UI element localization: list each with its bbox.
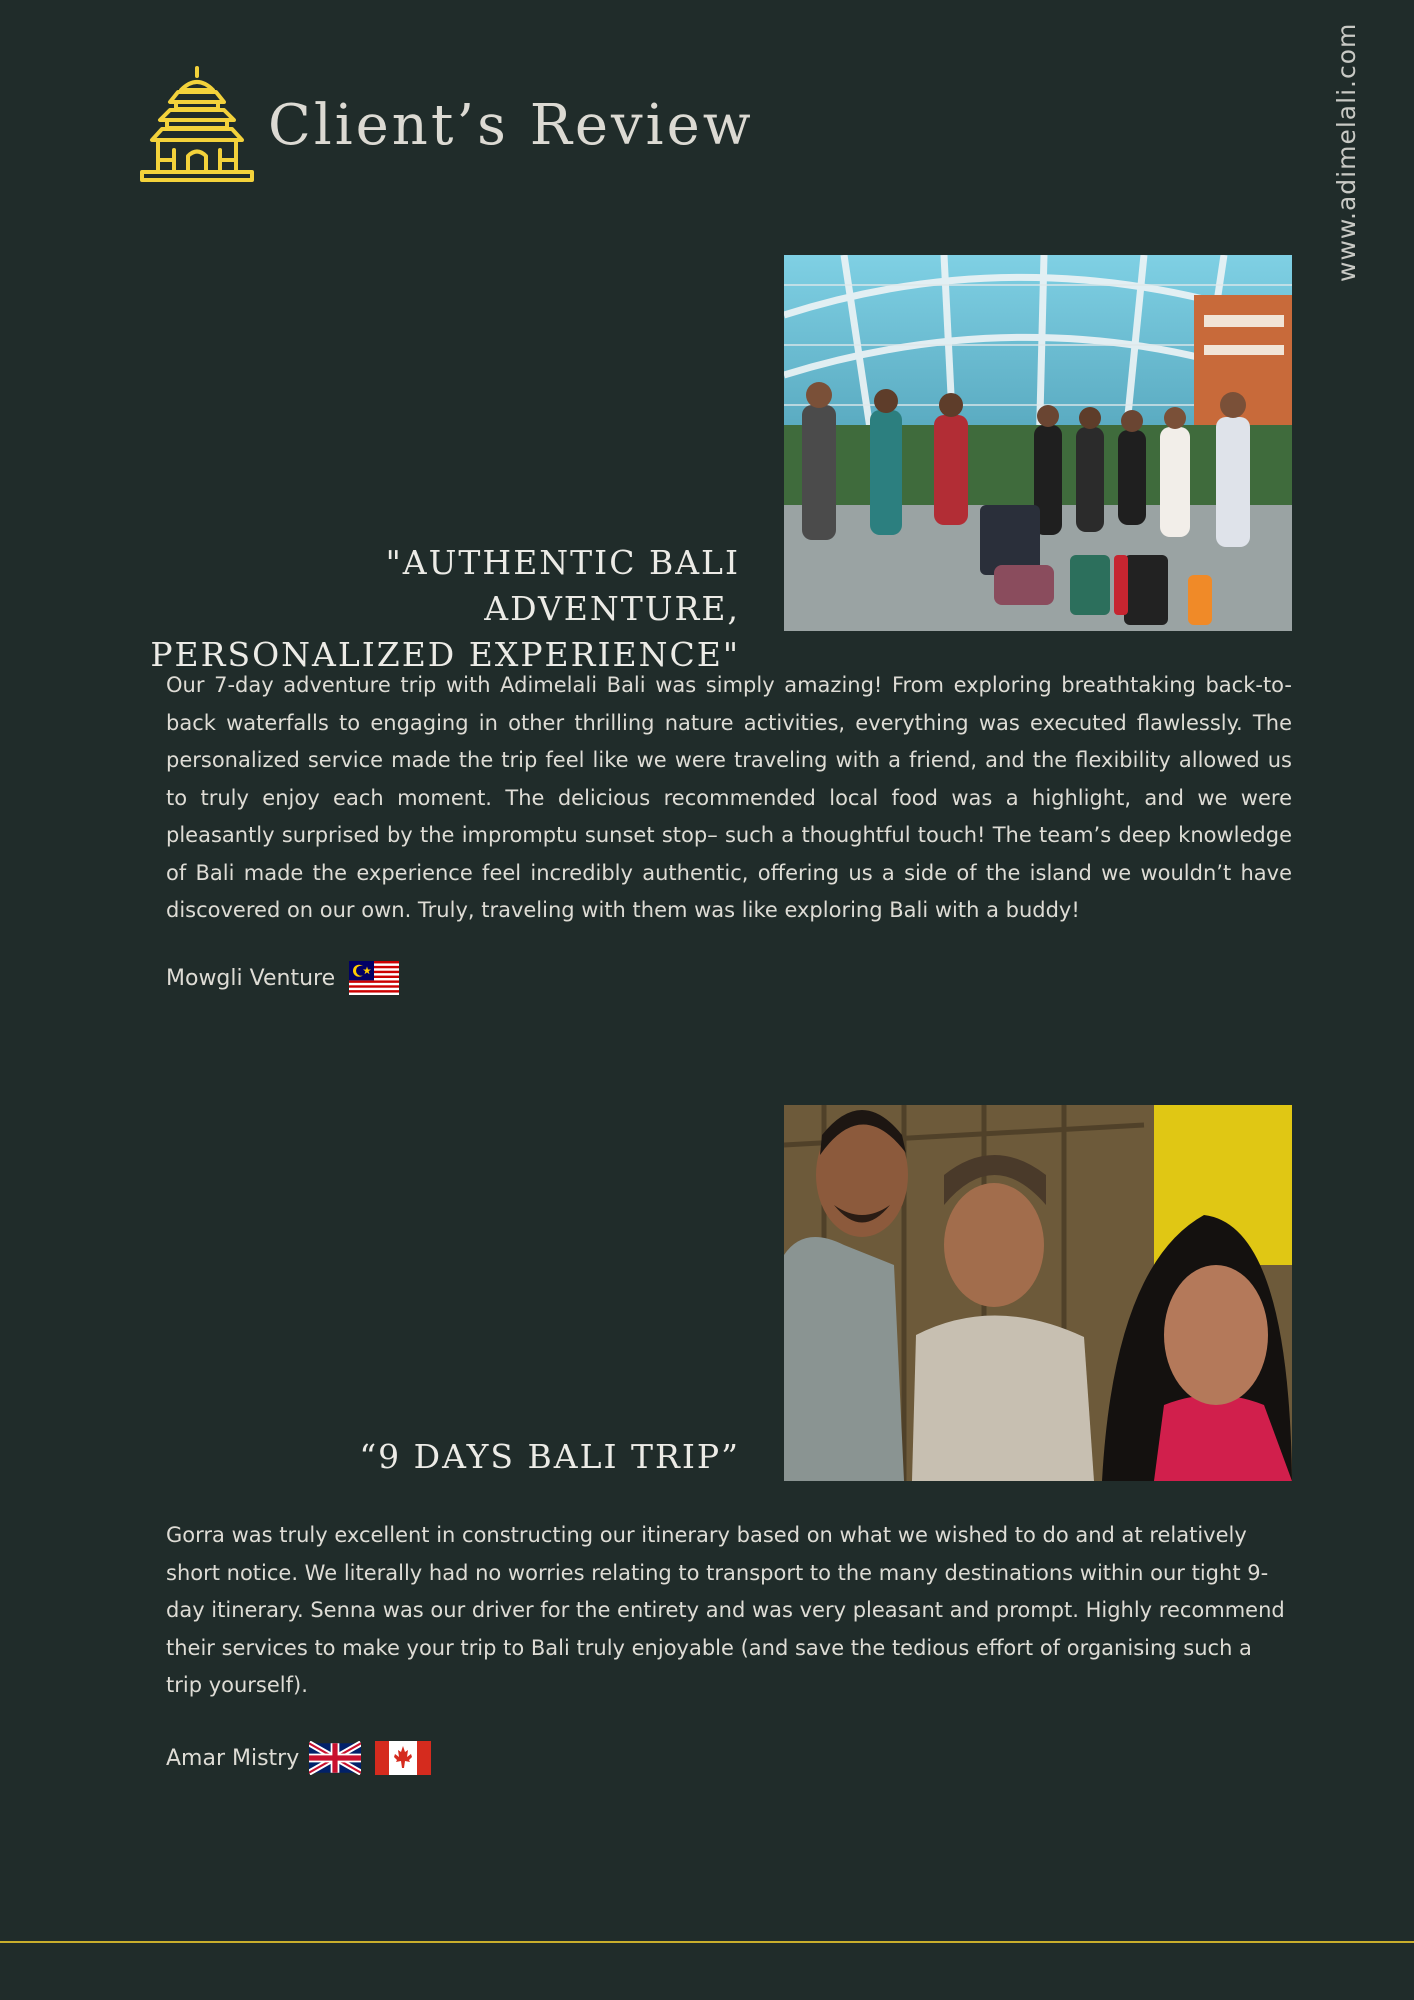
malaysia-flag-icon [349,961,399,995]
reviewer-name: Mowgli Venture [166,965,336,991]
review-2-headline: “9 DAYS BALI TRIP” [359,1437,740,1476]
review-1-photo [784,255,1292,631]
review-1-body: Our 7-day adventure trip with Adimelali Bali was simply amazing! From exploring breathtaking back-to-back waterfalls to engaging in other thrilling nature activities, everything was executed flawlessly. The personalized service made the trip feel like we were traveling with a friend, and the flexibility allowed us to truly enjoy each moment. The delicious recommended local food was a highlight, and we were pleasantly surprised by the impromptu sunset stop– such a thoughtful touch! The team’s deep knowledge of Bali made the experience feel incredibly authentic, offering us a side of the island we wouldn’t have discovered on our own. Truly, traveling with them was like exploring Bali with a buddy! [166,673,1292,922]
footer-divider [0,1941,1414,1943]
pagoda-icon [140,66,254,182]
review-1-signature [166,958,399,998]
review-2-signature [166,1738,431,1778]
website-url[interactable]: www.adimelali.com [1332,22,1361,282]
review-2-body: Gorra was truly excellent in constructing our itinerary based on what we wished to do and at relatively short notice. We literally had no worries relating to transport to the many destinations within our tight 9-day itinerary. Senna was our driver for the entirety and was very pleasant and prompt. Highly recommend their services to make your trip to Bali truly enjoyable (and save the tedious effort of organising such a trip yourself). [166,1523,1285,1697]
review-1-headline-line-2: PERSONALIZED EXPERIENCE" [150,635,740,674]
review-2-photo [784,1105,1292,1481]
canada-flag-icon [375,1741,431,1775]
review-1-headline [150,540,740,678]
review-1-headline-line-1: "AUTHENTIC BALI ADVENTURE, [385,543,740,628]
page-title: Client’s Review [268,93,754,158]
reviewer-name: Amar Mistry [166,1745,300,1771]
uk-flag-icon [309,1741,361,1775]
